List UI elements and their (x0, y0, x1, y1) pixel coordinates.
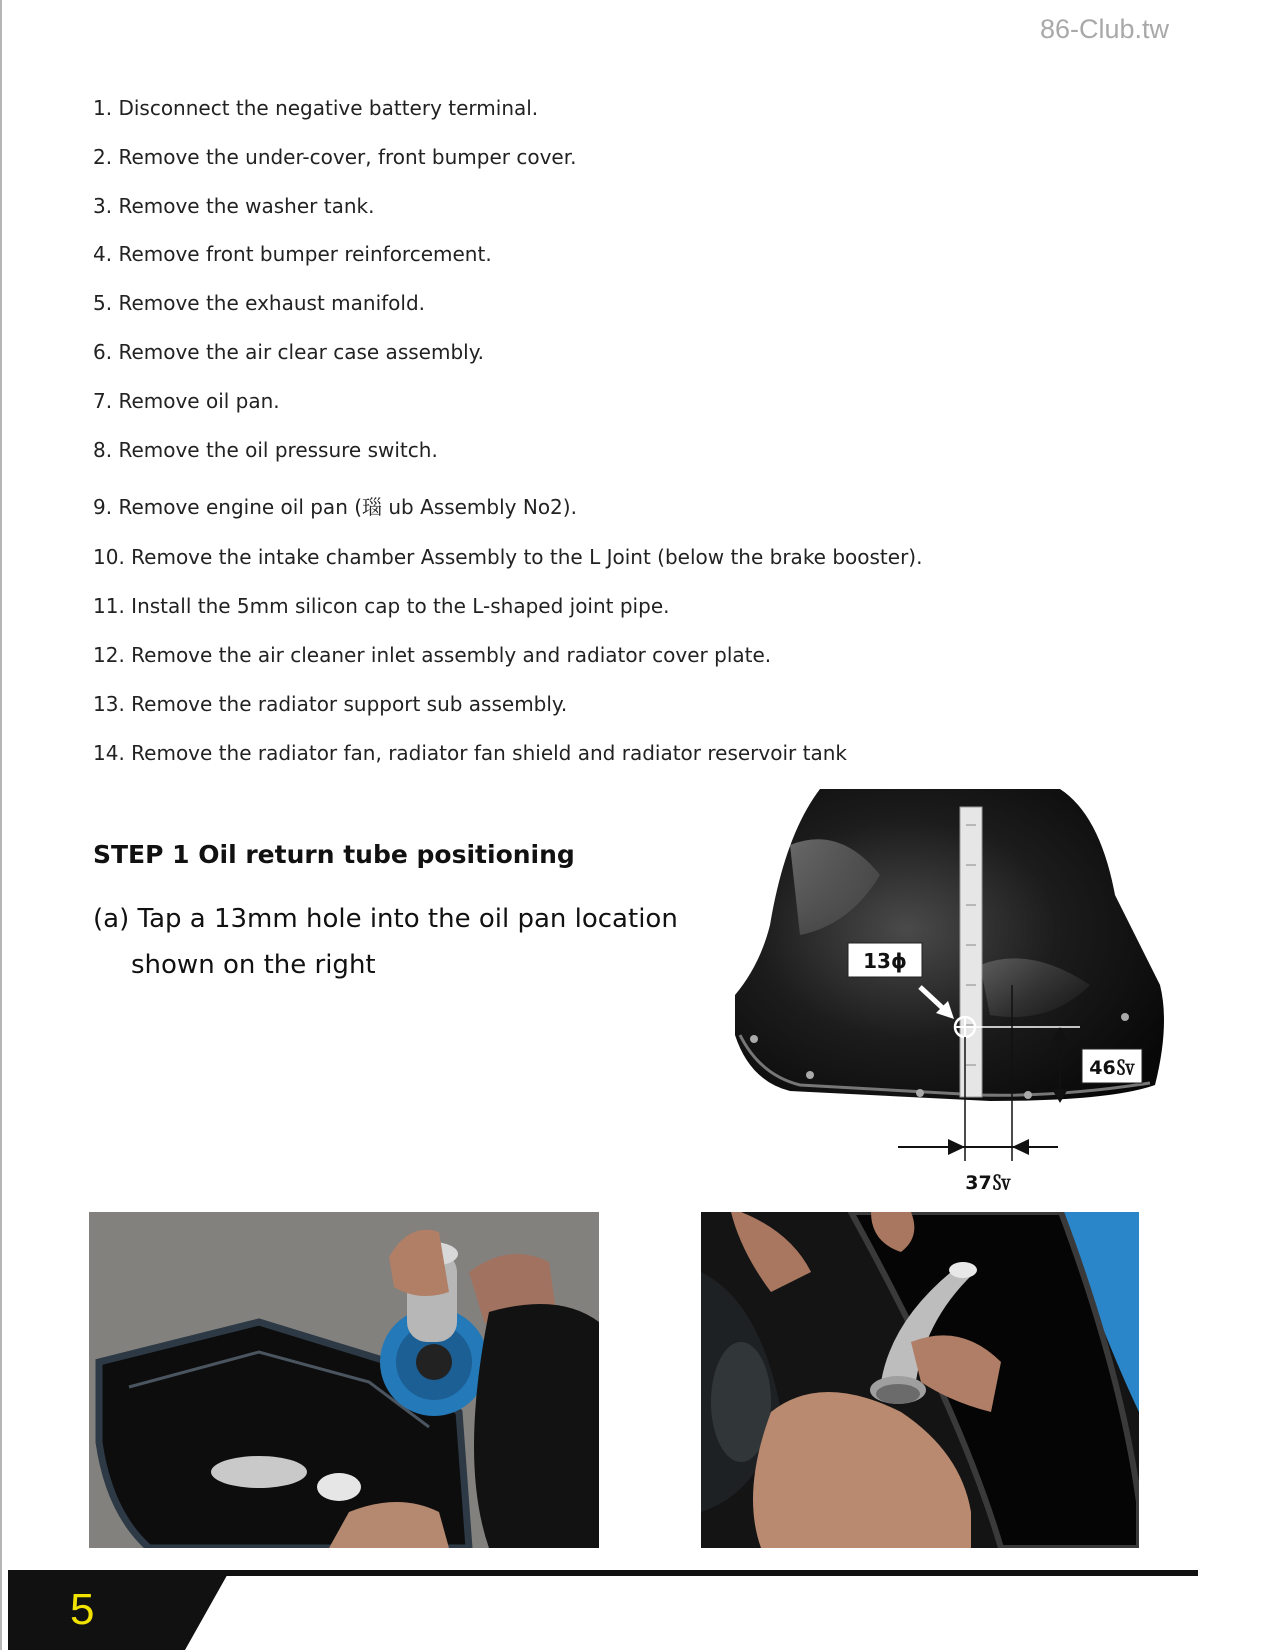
step-item: 14. Remove the radiator fan, radiator fan shield and radiator reservoir tank (93, 741, 847, 765)
step-1-line-2: shown on the right (131, 950, 376, 980)
step-item: 8. Remove the oil pressure switch. (93, 438, 438, 462)
step-item: 7. Remove oil pan. (93, 389, 280, 413)
hole-size-callout (848, 943, 922, 977)
step-item: 13. Remove the radiator support sub assembly. (93, 692, 568, 716)
measuring-ruler (960, 807, 982, 1097)
height-label: 46㏜ (1089, 1057, 1135, 1079)
step-item: 3. Remove the washer tank. (93, 194, 375, 218)
page-footer-bar (0, 1570, 1275, 1650)
width-label: 37㏜ (965, 1172, 1011, 1194)
step-item: 6. Remove the air clear case assembly. (93, 340, 485, 364)
step-item: 11. Install the 5mm silicon cap to the L-shaped joint pipe. (93, 594, 670, 618)
hole-size-label: 13ϕ (863, 949, 907, 973)
installing-return-tube-photo (701, 1212, 1139, 1548)
step-item: 5. Remove the exhaust manifold. (93, 291, 426, 315)
step-item: 12. Remove the air cleaner inlet assembly and radiator cover plate. (93, 643, 772, 667)
step-item: 9. Remove engine oil pan (瑙 ub Assembly No2). (93, 495, 577, 519)
page-number: 5 (70, 1585, 95, 1634)
grinding-oil-pan-photo (89, 1212, 599, 1548)
step-1-line-1: (a) Tap a 13mm hole into the oil pan location (93, 904, 678, 934)
site-watermark: 86-Club.tw (1040, 14, 1170, 44)
step-1-heading: STEP 1 Oil return tube positioning (93, 840, 575, 869)
page-left-border (0, 0, 2, 1650)
step-item: 2. Remove the under-cover, front bumper cover. (93, 145, 577, 169)
step-item: 10. Remove the intake chamber Assembly to the L Joint (below the brake booster). (93, 545, 923, 569)
step-item: 4. Remove front bumper reinforcement. (93, 242, 492, 266)
step-1-instruction (93, 896, 693, 988)
step-item: 1. Disconnect the negative battery terminal. (93, 96, 539, 120)
oil-pan-hole-diagram (730, 785, 1170, 1205)
